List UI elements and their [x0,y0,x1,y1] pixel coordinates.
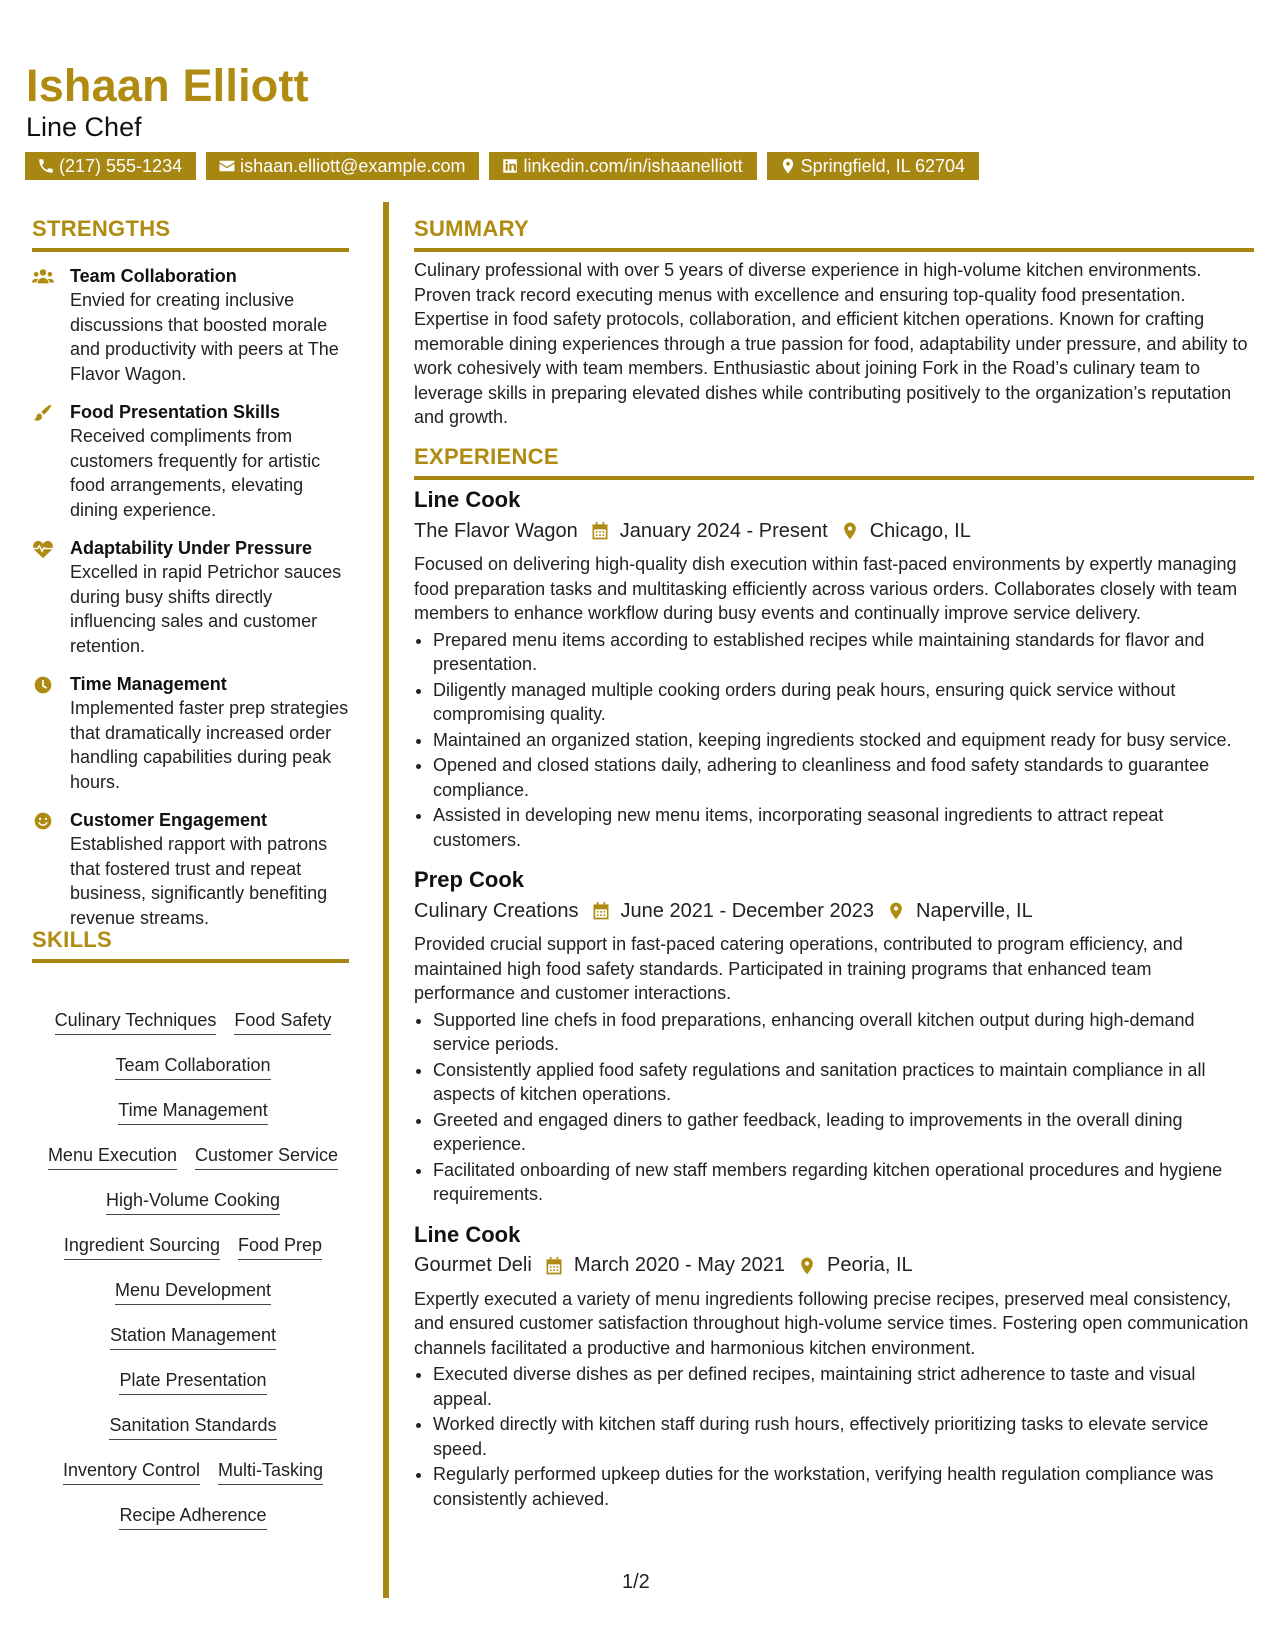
contact-linkedin-text: linkedin.com/in/ishaanelliott [523,156,743,176]
experience-list [414,486,1254,1525]
skill-tag: Menu Execution [48,1143,177,1170]
job-bullets [414,628,1254,853]
bullet-item: • Maintained an organized station, keeping ingredients stocked and equipment ready for busy service. [433,728,1254,753]
calendar-icon [591,901,611,921]
skill-tag: Station Management [110,1323,276,1350]
job-entry [414,866,1254,1207]
bullet-item: • Opened and closed stations daily, adhering to cleanliness and food safety standards to guarantee compliance. [433,753,1254,802]
skill-tag: Team Collaboration [115,1053,270,1080]
contact-location [767,152,979,180]
job-dates: March 2020 - May 2021 [573,1254,786,1276]
skill-tag: Inventory Control [63,1458,200,1485]
strength-title: Team Collaboration [70,266,237,286]
strengths-rule [32,248,349,252]
job-meta [414,1249,1254,1283]
skills-rule [32,959,349,963]
job-title: Line Cook [414,487,521,512]
smile-icon [32,811,54,831]
experience-rule [414,476,1254,480]
job-description: Expertly executed a variety of menu ingredients following precise recipes, preserved meal consistency, and ensured customer satisfaction throughout high-volume service times. Fostering open communication channels facilitated a productive and harmonious kitchen environment. [414,1288,1249,1358]
contact-phone[interactable] [25,152,196,180]
job-location: Peoria, IL [827,1254,913,1276]
job-meta [414,514,1254,548]
job-entry [414,486,1254,852]
strength-item [32,400,354,522]
skill-tag: Plate Presentation [119,1368,266,1395]
strengths-heading: STRENGTHS [32,216,171,241]
strength-title: Time Management [70,674,227,694]
linkedin-icon [501,157,519,175]
strength-item [32,264,354,386]
contact-email-text: ishaan.elliott@example.com [240,156,466,176]
job-title: Prep Cook [414,867,525,892]
job-company: Gourmet Deli [414,1254,532,1276]
job-bullets [414,1362,1254,1511]
strength-desc: Excelled in rapid Petrichor sauces during busy shifts directly influencing sales and customer retention. [70,562,342,656]
job-company: The Flavor Wagon [414,519,578,542]
bullet-item: • Consistently applied food safety regulations and sanitation practices to maintain compliance in all aspects of kitchen operations. [433,1058,1254,1107]
location-pin-icon [797,1256,817,1276]
strength-desc: Established rapport with patrons that fostered trust and repeat business, significantly benefiting revenue streams. [70,834,328,928]
job-dates: June 2021 - December 2023 [620,899,875,922]
skill-tag: Multi-Tasking [218,1458,323,1485]
skill-tag: Food Safety [234,1008,331,1035]
job-entry [414,1221,1254,1512]
column-divider [383,202,389,1598]
skill-tag: High-Volume Cooking [106,1188,280,1215]
job-meta [414,894,1254,928]
job-location: Chicago, IL [869,519,971,542]
users-icon [32,267,54,287]
skill-tag: Time Management [118,1098,267,1125]
job-company: Culinary Creations [414,899,579,922]
contact-linkedin[interactable] [489,152,756,180]
strength-desc: Received compliments from customers frequently for artistic food arrangements, elevating dining experience. [70,426,321,520]
strength-item [32,672,354,794]
skill-tag: Sanitation Standards [109,1413,276,1440]
contact-email[interactable] [206,152,479,180]
strength-item [32,536,354,658]
bullet-item: • Regularly performed upkeep duties for the workstation, verifying health regulation compliance was consistently achieved. [433,1462,1254,1511]
strength-title: Customer Engagement [70,810,268,830]
clock-icon [32,675,54,695]
bullet-item: • Supported line chefs in food preparations, enhancing overall kitchen output during high-demand service periods. [433,1008,1254,1057]
skills-heading: SKILLS [32,927,113,952]
bullet-item: • Assisted in developing new menu items, incorporating seasonal ingredients to attract repeat customers. [433,803,1254,852]
page-number: 1/2 [622,1571,650,1593]
skill-tag: Menu Development [115,1278,271,1305]
job-location: Naperville, IL [916,899,1033,922]
phone-icon [37,157,55,175]
bullet-item: • Worked directly with kitchen staff during rush hours, effectively prioritizing tasks to elevate service speed. [433,1412,1254,1461]
job-title: Line Cook [414,1221,521,1247]
job-dates: January 2024 - Present [619,519,828,542]
job-description: Provided crucial support in fast-paced catering operations, contributed to program efficiency, and maintained high food safety standards. Participated in training programs that enhanced team performance and customer interactions. [414,934,1183,1003]
bullet-item: • Greeted and engaged diners to gather feedback, leading to improvements in the overall dining experience. [433,1108,1254,1157]
skill-tag: Ingredient Sourcing [64,1233,220,1260]
strengths-list [32,264,354,944]
strength-title: Adaptability Under Pressure [70,538,313,558]
job-role: Line Chef [26,112,142,142]
bullet-item: • Executed diverse dishes as per defined recipes, maintaining strict adherence to taste and visual appeal. [433,1362,1254,1411]
paintbrush-icon [32,403,54,423]
contact-phone-text: (217) 555-1234 [59,156,183,176]
location-pin-icon [886,901,906,921]
bullet-item: • Prepared menu items according to established recipes while maintaining standards for flavor and presentation. [433,628,1254,677]
strength-item [32,808,354,930]
job-description: Focused on delivering high-quality dish execution within fast-paced environments by expertly managing food preparation tasks and multitasking efficiently across various orders. Collaborates closely with team members to enhance workflow during busy events and continually improve service delivery. [414,554,1238,623]
strength-title: Food Presentation Skills [70,402,281,422]
location-pin-icon [779,157,797,175]
summary-heading: SUMMARY [414,216,529,241]
calendar-icon [544,1256,564,1276]
contact-bar [25,152,979,180]
strength-desc: Envied for creating inclusive discussions that boosted morale and productivity with peers at The Flavor Wagon. [70,290,339,384]
summary-rule [414,248,1254,252]
location-pin-icon [840,521,860,541]
heartbeat-icon [32,539,54,559]
skills-list [32,1008,354,1548]
job-bullets [414,1008,1254,1207]
candidate-name: Ishaan Elliott [26,60,309,111]
bullet-item: • Facilitated onboarding of new staff members regarding kitchen operational procedures and hygiene requirements. [433,1158,1254,1207]
email-icon [218,157,236,175]
calendar-icon [590,521,610,541]
skill-tag: Recipe Adherence [119,1503,266,1530]
skill-tag: Customer Service [195,1143,338,1170]
experience-heading: EXPERIENCE [414,444,559,469]
skill-tag: Culinary Techniques [55,1008,217,1035]
strength-desc: Implemented faster prep strategies that dramatically increased order handling capabilities during peak hours. [70,698,349,792]
contact-location-text: Springfield, IL 62704 [800,156,966,176]
skill-tag: Food Prep [238,1233,322,1260]
bullet-item: • Diligently managed multiple cooking orders during peak hours, ensuring quick service without compromising quality. [433,678,1254,727]
summary-text: Culinary professional with over 5 years of diverse experience in high-volume kitchen environments. Proven track record executing menus with excellence and ensuring top-quality food presentation. Expertise in food safety protocols, collaboration, and efficient kitchen operations. Known for crafting memorable dining experiences through a true passion for food, adaptability under pressure, and ability to work cohesively with team members. Enthusiastic about joining Fork in the Road’s culinary team to leverage skills in preparing elevated dishes while contributing positively to the organization’s reputation and growth. [414,260,1248,427]
